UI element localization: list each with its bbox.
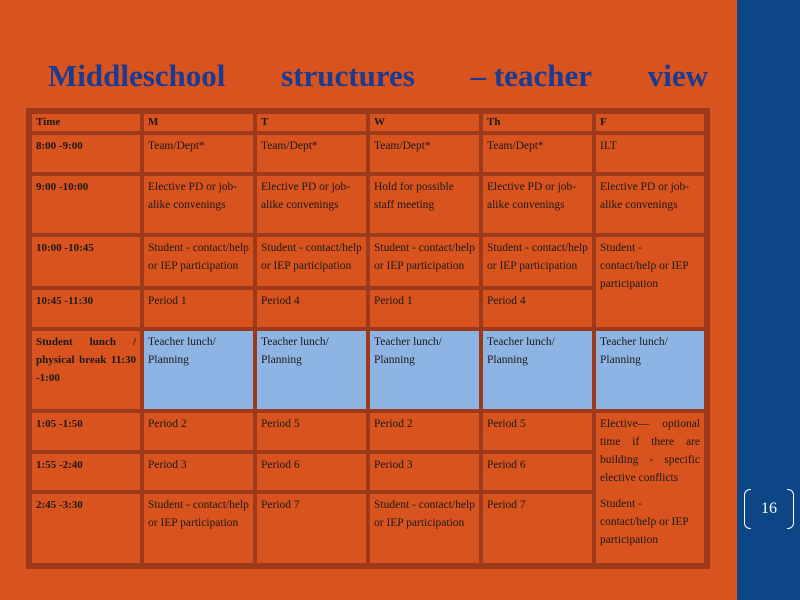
- time-cell: 8:00 -9:00: [30, 133, 142, 174]
- page-number: 16: [761, 500, 777, 517]
- schedule-cell: Elective PD or job-alike convenings: [594, 174, 706, 235]
- schedule-cell: Period 1: [142, 288, 255, 329]
- title-part-2: structures: [281, 58, 415, 93]
- table-row: [30, 411, 706, 452]
- table-row-lunch: [30, 329, 706, 411]
- lunch-cell: Teacher lunch/ Planning: [142, 329, 255, 411]
- schedule-cell: Team/Dept*: [142, 133, 255, 174]
- schedule-cell: Elective PD or job-alike convenings: [142, 174, 255, 235]
- schedule-cell: Period 7: [481, 492, 594, 565]
- header-row: [30, 112, 706, 133]
- schedule-cell: Period 3: [142, 452, 255, 492]
- schedule-cell: Period 6: [481, 452, 594, 492]
- schedule-cell: Student - contact/help or IEP participation: [255, 235, 368, 288]
- time-cell: 1:05 -1:50: [30, 411, 142, 452]
- schedule-cell: Student - contact/help or IEP participation: [368, 235, 481, 288]
- schedule-cell: ILT: [594, 133, 706, 174]
- schedule-cell: Period 1: [368, 288, 481, 329]
- sidebar-bottom-strip: [737, 538, 800, 600]
- schedule-cell: Team/Dept*: [481, 133, 594, 174]
- friday-elective-text: Elective— optional time if there are building - specific elective conflicts: [600, 418, 700, 484]
- schedule-cell-friday-span: Student - contact/help or IEP participation: [594, 235, 706, 329]
- schedule-cell: Team/Dept*: [255, 133, 368, 174]
- schedule-cell: Student - contact/help or IEP participation: [142, 492, 255, 565]
- page-number-badge: [744, 489, 794, 529]
- schedule-cell: Student - contact/help or IEP participation: [481, 235, 594, 288]
- title-part-1: Middleschool: [48, 58, 226, 93]
- time-cell: Student lunch / physical break 11:30 -1:00: [30, 329, 142, 411]
- table-row: [30, 133, 706, 174]
- schedule-cell: Period 7: [255, 492, 368, 565]
- header-thursday: Th: [481, 112, 594, 133]
- schedule-cell: Student - contact/help or IEP participation: [142, 235, 255, 288]
- schedule-cell: Period 4: [481, 288, 594, 329]
- schedule-cell: Student - contact/help or IEP participation: [368, 492, 481, 565]
- lunch-cell: Teacher lunch/ Planning: [481, 329, 594, 411]
- schedule-cell: Hold for possible staff meeting: [368, 174, 481, 235]
- table-row: [30, 235, 706, 288]
- schedule-cell: Team/Dept*: [368, 133, 481, 174]
- friday-student-contact-text: Student - contact/help or IEP participation: [600, 498, 689, 546]
- title-part-4: view: [647, 58, 708, 93]
- time-cell: 9:00 -10:00: [30, 174, 142, 235]
- time-cell: 1:55 -2:40: [30, 452, 142, 492]
- schedule-cell: Period 2: [368, 411, 481, 452]
- time-cell: 10:00 -10:45: [30, 235, 142, 288]
- table-row: [30, 174, 706, 235]
- lunch-cell: Teacher lunch/ Planning: [368, 329, 481, 411]
- time-cell: 10:45 -11:30: [30, 288, 142, 329]
- schedule-cell: Period 3: [368, 452, 481, 492]
- schedule-table: [26, 108, 710, 569]
- schedule-cell: Period 4: [255, 288, 368, 329]
- lunch-cell: Teacher lunch/ Planning: [594, 329, 706, 411]
- title-part-3: – teacher: [470, 58, 592, 93]
- schedule-cell: Period 5: [481, 411, 594, 452]
- schedule-cell: Period 5: [255, 411, 368, 452]
- slide-title: [48, 56, 708, 96]
- header-tuesday: T: [255, 112, 368, 133]
- schedule-cell: Period 6: [255, 452, 368, 492]
- schedule-cell: Elective PD or job-alike convenings: [255, 174, 368, 235]
- header-friday: F: [594, 112, 706, 133]
- schedule-cell: Elective PD or job-alike convenings: [481, 174, 594, 235]
- schedule-cell: Period 2: [142, 411, 255, 452]
- header-time: Time: [30, 112, 142, 133]
- lunch-cell: Teacher lunch/ Planning: [255, 329, 368, 411]
- header-wednesday: W: [368, 112, 481, 133]
- schedule-cell-friday-afternoon: [594, 411, 706, 565]
- header-monday: M: [142, 112, 255, 133]
- time-cell: 2:45 -3:30: [30, 492, 142, 565]
